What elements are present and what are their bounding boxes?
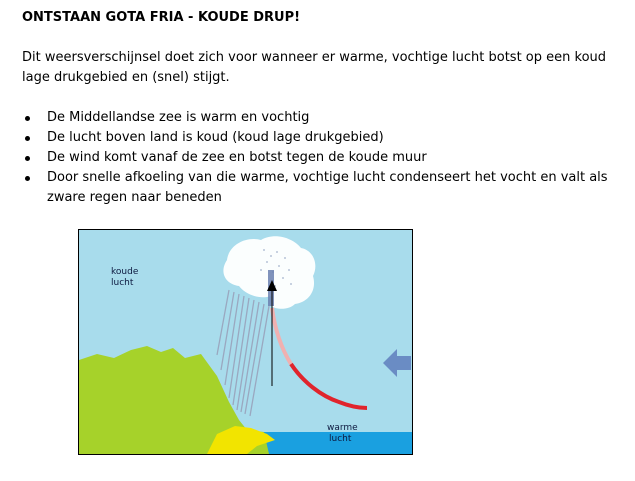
bullet-icon [25, 116, 30, 121]
warm-air-label-1: warme [327, 423, 358, 433]
bullet-icon [25, 136, 30, 141]
cold-air-label-2: lucht [111, 278, 134, 288]
bullet-text: De wind komt vanaf de zee en botst tegen de koude muur [47, 150, 427, 165]
warm-air-label-2: lucht [329, 434, 352, 444]
cold-air-label-1: koude [111, 267, 139, 277]
list-item [22, 148, 622, 168]
list-item [22, 128, 622, 148]
bullet-icon [25, 176, 30, 181]
intro-paragraph: Dit weersverschijnsel doet zich voor wanneer er warme, vochtige lucht botst op een koud lage drukgebied en (snel) stijgt. [22, 50, 607, 85]
gota-fria-diagram [78, 229, 413, 455]
bullet-text: De Middellandse zee is warm en vochtig [47, 110, 310, 125]
bullet-text: Door snelle afkoeling van die warme, vochtige lucht condenseert het vocht en valt als zware regen naar beneden [47, 170, 608, 205]
list-item [22, 168, 622, 208]
bullet-icon [25, 156, 30, 161]
page-title: ONTSTAAN GOTA FRIA - KOUDE DRUP! [22, 10, 301, 25]
list-item [22, 108, 622, 128]
bullet-text: De lucht boven land is koud (koud lage drukgebied) [47, 130, 384, 145]
bullet-list [22, 108, 622, 208]
